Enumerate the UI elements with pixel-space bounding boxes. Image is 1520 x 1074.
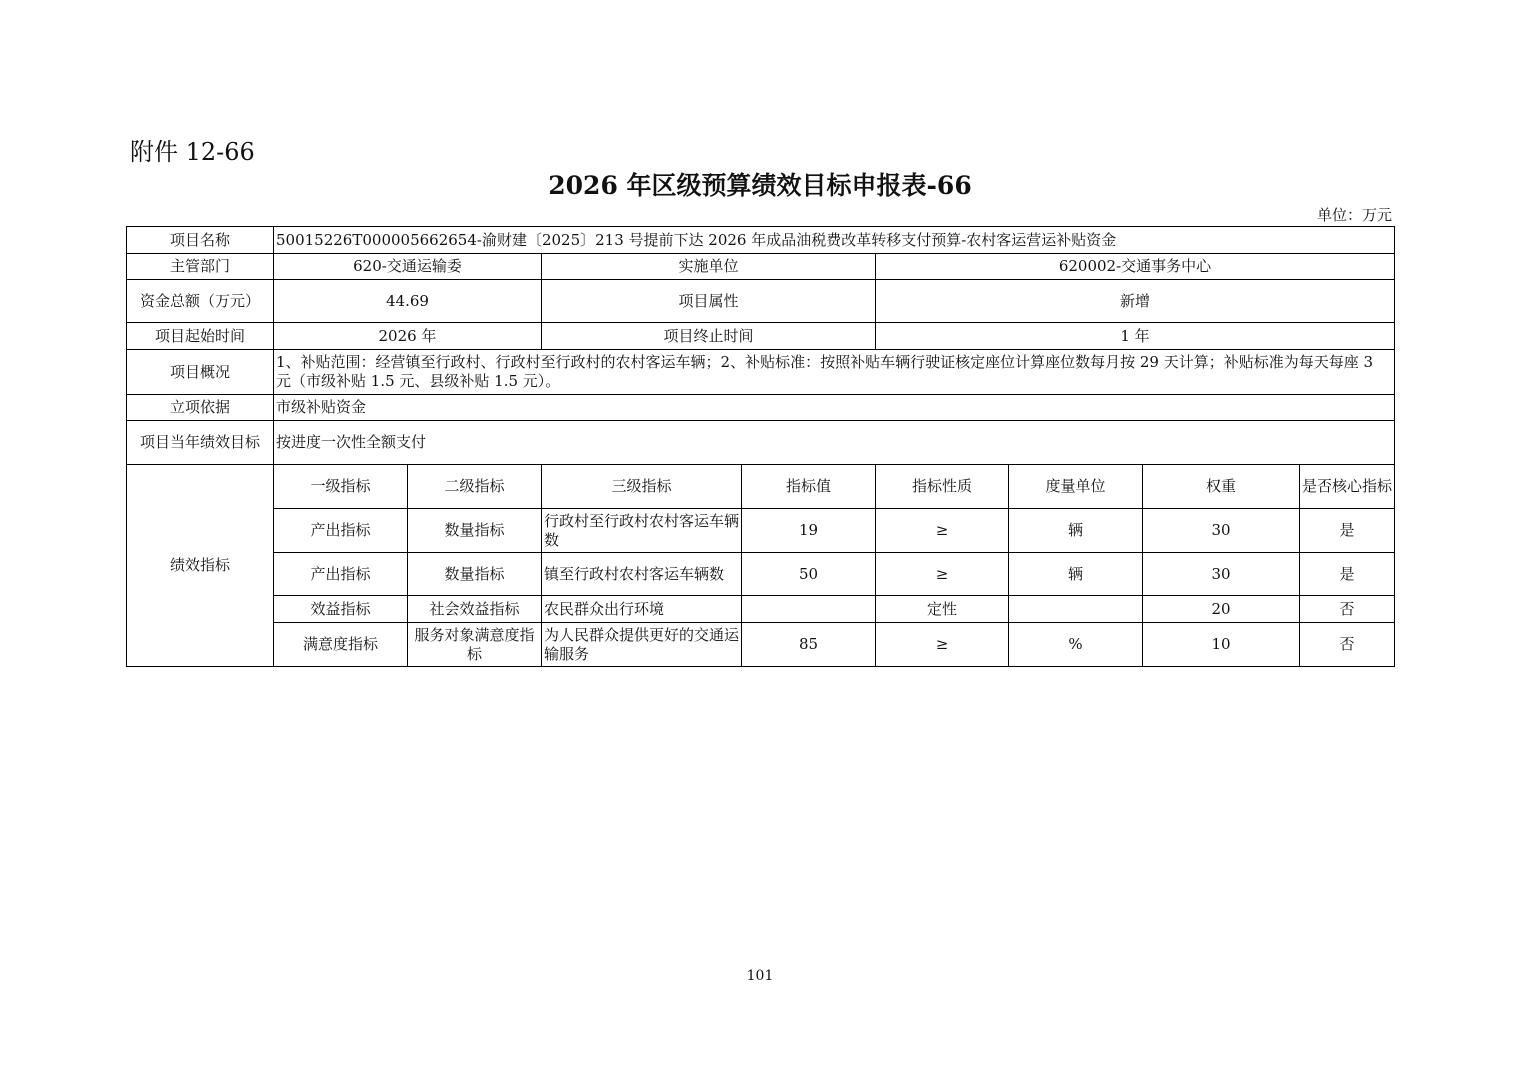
unit-label: 单位：万元 <box>1316 206 1392 224</box>
start-time-value: 2026 年 <box>274 323 542 350</box>
header-level2: 二级指标 <box>408 465 542 509</box>
document-title: 2026 年区级预算绩效目标申报表-66 <box>548 171 972 200</box>
nature-cell: ≥ <box>876 553 1009 596</box>
weight-cell: 20 <box>1143 596 1300 623</box>
row-period <box>127 323 1395 350</box>
budget-performance-table <box>126 226 1395 667</box>
start-time-label: 项目起始时间 <box>127 323 274 350</box>
header-level1: 一级指标 <box>274 465 408 509</box>
level1-cell: 效益指标 <box>274 596 408 623</box>
end-time-value: 1 年 <box>876 323 1395 350</box>
basis-label: 立项依据 <box>127 395 274 421</box>
row-basis <box>127 395 1395 421</box>
level1-cell: 满意度指标 <box>274 623 408 667</box>
level1-cell: 产出指标 <box>274 509 408 553</box>
overview-value: 1、补贴范围：经营镇至行政村、行政村至行政村的农村客运车辆；2、补贴标准：按照补贴车辆行驶证核定座位计算座位数每月按 29 天计算；补贴标准为每天每座 3 元（市级补贴 1.5 元、县级补贴 1.5 元）。 <box>274 350 1395 395</box>
level2-cell: 服务对象满意度指标 <box>408 623 542 667</box>
level2-cell: 数量指标 <box>408 553 542 596</box>
row-funds <box>127 280 1395 323</box>
nature-cell: ≥ <box>876 509 1009 553</box>
nature-cell: ≥ <box>876 623 1009 667</box>
value-cell: 85 <box>742 623 876 667</box>
total-funds-value: 44.69 <box>274 280 542 323</box>
weight-cell: 30 <box>1143 553 1300 596</box>
department-label: 主管部门 <box>127 254 274 280</box>
unit-cell <box>1009 596 1143 623</box>
indicators-section-label: 绩效指标 <box>127 465 274 667</box>
row-annual-goal <box>127 421 1395 465</box>
level3-cell: 农民群众出行环境 <box>542 596 742 623</box>
project-name-label: 项目名称 <box>127 227 274 254</box>
nature-cell: 定性 <box>876 596 1009 623</box>
project-attribute-label: 项目属性 <box>542 280 876 323</box>
project-attribute-value: 新增 <box>876 280 1395 323</box>
indicator-header-row <box>127 465 1395 509</box>
value-cell <box>742 596 876 623</box>
weight-cell: 10 <box>1143 623 1300 667</box>
header-value: 指标值 <box>742 465 876 509</box>
table-row <box>127 509 1395 553</box>
header-nature: 指标性质 <box>876 465 1009 509</box>
row-project-name <box>127 227 1395 254</box>
level3-cell: 镇至行政村农村客运车辆数 <box>542 553 742 596</box>
implementing-unit-label: 实施单位 <box>542 254 876 280</box>
level2-cell: 数量指标 <box>408 509 542 553</box>
header-weight: 权重 <box>1143 465 1300 509</box>
header-core: 是否核心指标 <box>1300 465 1395 509</box>
implementing-unit-value: 620002-交通事务中心 <box>876 254 1395 280</box>
table-row <box>127 623 1395 667</box>
unit-cell: 辆 <box>1009 553 1143 596</box>
header-unit: 度量单位 <box>1009 465 1143 509</box>
level3-cell: 行政村至行政村农村客运车辆数 <box>542 509 742 553</box>
department-value: 620-交通运输委 <box>274 254 542 280</box>
level3-cell: 为人民群众提供更好的交通运输服务 <box>542 623 742 667</box>
end-time-label: 项目终止时间 <box>542 323 876 350</box>
basis-value: 市级补贴资金 <box>274 395 1395 421</box>
unit-cell: 辆 <box>1009 509 1143 553</box>
value-cell: 19 <box>742 509 876 553</box>
project-name-value: 50015226T000005662654-渝财建〔2025〕213 号提前下达 2026 年成品油税费改革转移支付预算-农村客运营运补贴资金 <box>274 227 1395 254</box>
annual-goal-label: 项目当年绩效目标 <box>127 421 274 465</box>
table-row <box>127 553 1395 596</box>
annual-goal-value: 按进度一次性全额支付 <box>274 421 1395 465</box>
core-cell: 是 <box>1300 553 1395 596</box>
core-cell: 是 <box>1300 509 1395 553</box>
row-overview <box>127 350 1395 395</box>
value-cell: 50 <box>742 553 876 596</box>
level1-cell: 产出指标 <box>274 553 408 596</box>
core-cell: 否 <box>1300 596 1395 623</box>
level2-cell: 社会效益指标 <box>408 596 542 623</box>
header-level3: 三级指标 <box>542 465 742 509</box>
total-funds-label: 资金总额（万元） <box>127 280 274 323</box>
weight-cell: 30 <box>1143 509 1300 553</box>
table-row <box>127 596 1395 623</box>
attachment-number: 附件 12-66 <box>130 138 255 166</box>
page-number: 101 <box>746 968 774 984</box>
unit-cell: % <box>1009 623 1143 667</box>
overview-label: 项目概况 <box>127 350 274 395</box>
row-department <box>127 254 1395 280</box>
core-cell: 否 <box>1300 623 1395 667</box>
